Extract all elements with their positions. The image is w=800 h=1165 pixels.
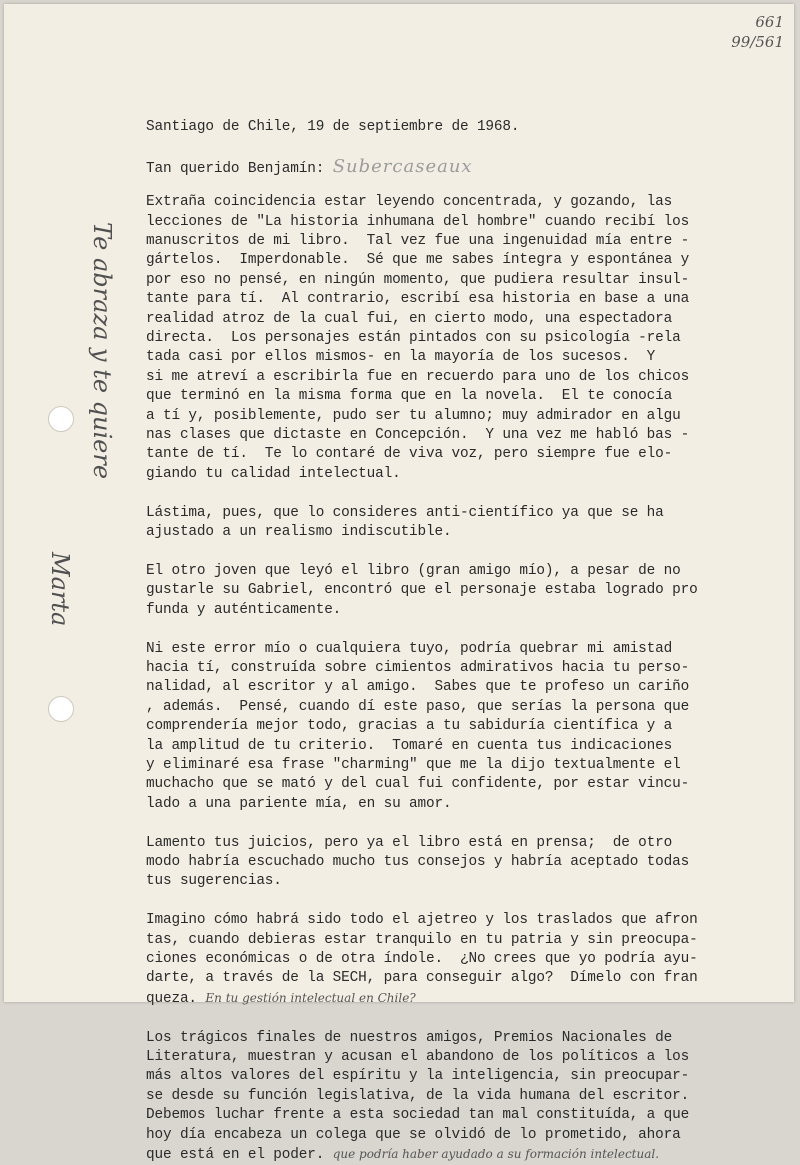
text-line: Extraña coincidencia estar leyendo concentrada, y gozando, las [146,194,673,211]
text-line: tus sugerencias. [146,873,282,890]
margin-note-signature: Marta [46,552,74,627]
text-line: nas clases que dictaste en Concepción. Y una vez me habló bas - [146,427,690,444]
text-line: Lástima, pues, que lo consideres anti-científico ya que se ha [146,504,664,521]
paragraph-7 [146,1029,746,1165]
letter-body [146,118,746,1165]
text-line: tas, cuando debieras estar tranquilo en tu patria y sin preocupa- [146,931,698,948]
punch-hole [48,696,74,722]
text-line: funda y auténticamente. [146,601,342,618]
paragraph-3 [146,562,746,620]
text-line: que terminó en la misma forma que en la novela. El te conocía [146,388,673,405]
paragraph-1 [146,193,746,484]
text-line [146,989,746,1009]
archive-marks [731,12,784,52]
text-line: a tí y, posiblemente, pudo ser tu alumno; muy admirador en algu [146,407,681,424]
text-line: Imagino cómo habrá sido todo el ajetreo y los traslados que afron [146,912,698,929]
text-line: giando tu calidad intelectual. [146,465,401,482]
handwritten-note: En tu gestión intelectual en Chile? [205,990,416,1005]
archive-number: 99/561 [731,33,784,51]
text-line [146,1145,746,1165]
text-line: ciones económicas o de otra índole. ¿No crees que yo podría ayu- [146,950,698,967]
text-fragment: que está en el poder. [146,1147,325,1164]
paragraph-6 [146,911,746,1009]
paragraph-5 [146,834,746,892]
text-line: por eso no pensé, en ningún momento, que pudiera resultar insul- [146,271,690,288]
text-line: manuscritos de mi libro. Tal vez fue una ingenuidad mía entre - [146,233,690,250]
letter-page [4,4,794,1164]
text-line: ajustado a un realismo indiscutible. [146,524,452,541]
text-line: gustarle su Gabriel, encontró que el personaje estaba logrado pro [146,582,698,599]
date-line: Santiago de Chile, 19 de septiembre de 1968. [146,119,520,135]
text-line: modo habría escuchado mucho tus consejos y habría aceptado todas [146,853,690,870]
text-line: y eliminaré esa frase "charming" que me la dijo textualmente el [146,756,681,773]
text-line: Los trágicos finales de nuestros amigos, Premios Nacionales de [146,1029,673,1046]
salutation-line [146,157,746,179]
text-line: se desde su función legislativa, de la vida humana del escritor. [146,1087,690,1104]
punch-hole [48,406,74,432]
text-line: realidad atroz de la cual fui, en cierto modo, una espectadora [146,310,673,327]
text-line: más altos valores del espíritu y la inteligencia, sin preocupar- [146,1068,690,1085]
text-fragment: queza. [146,990,197,1007]
handwritten-note: que podría haber ayudado a su formación intelectual. [332,1147,660,1162]
text-line: tante de tí. Te lo contaré de viva voz, pero siempre fue elo- [146,446,673,463]
text-line: tante para tí. Al contrario, escribí esa historia en base a una [146,291,690,308]
text-line: El otro joven que leyó el libro (gran amigo mío), a pesar de no [146,562,681,579]
text-line: tada casi por ellos mismos- en la mayoría de los sucesos. Y [146,349,656,366]
handwritten-name: Subercaseaux [332,155,473,177]
text-line: Debemos luchar frente a esta sociedad tan mal constituída, a que [146,1107,690,1124]
text-line: Lamento tus juicios, pero ya el libro está en prensa; de otro [146,834,673,851]
salutation: Tan querido Benjamín: [146,160,325,177]
text-line: darte, a través de la SECH, para conseguir algo? Dímelo con fran [146,970,698,987]
text-line: hacia tí, construída sobre cimientos admirativos hacia tu perso- [146,659,690,676]
margin-note-greeting: Te abraza y te quiere [88,222,116,480]
text-line: Literatura, muestran y acusan el abandono de los políticos a los [146,1048,690,1065]
paragraph-4 [146,640,746,815]
text-line: si me atreví a escribirla fue en recuerdo para uno de los chicos [146,368,690,385]
text-line: lecciones de "La historia inhumana del hombre" cuando recibí los [146,213,690,230]
text-line: muchacho que se mató y del cual fui confidente, por estar vincu- [146,776,690,793]
text-line: hoy día encabeza un colega que se olvidó de lo prometido, ahora [146,1126,681,1143]
paragraph-2 [146,504,746,543]
text-line: , además. Pensé, cuando dí este paso, que serías la persona que [146,698,690,715]
text-line: gártelos. Imperdonable. Sé que me sabes íntegra y espontánea y [146,252,690,269]
text-line: nalidad, al escritor y al amigo. Sabes que te profeso un cariño [146,679,690,696]
text-line: directa. Los personajes están pintados con su psicología -rela [146,330,681,347]
text-line: lado a una pariente mía, en su amor. [146,795,452,812]
text-line: comprendería mejor todo, gracias a tu sabiduría científica y a [146,718,673,735]
archive-number: 661 [755,13,784,31]
text-line: Ni este error mío o cualquiera tuyo, podría quebrar mi amistad [146,640,673,657]
text-line: la amplitud de tu criterio. Tomaré en cuenta tus indicaciones [146,737,673,754]
